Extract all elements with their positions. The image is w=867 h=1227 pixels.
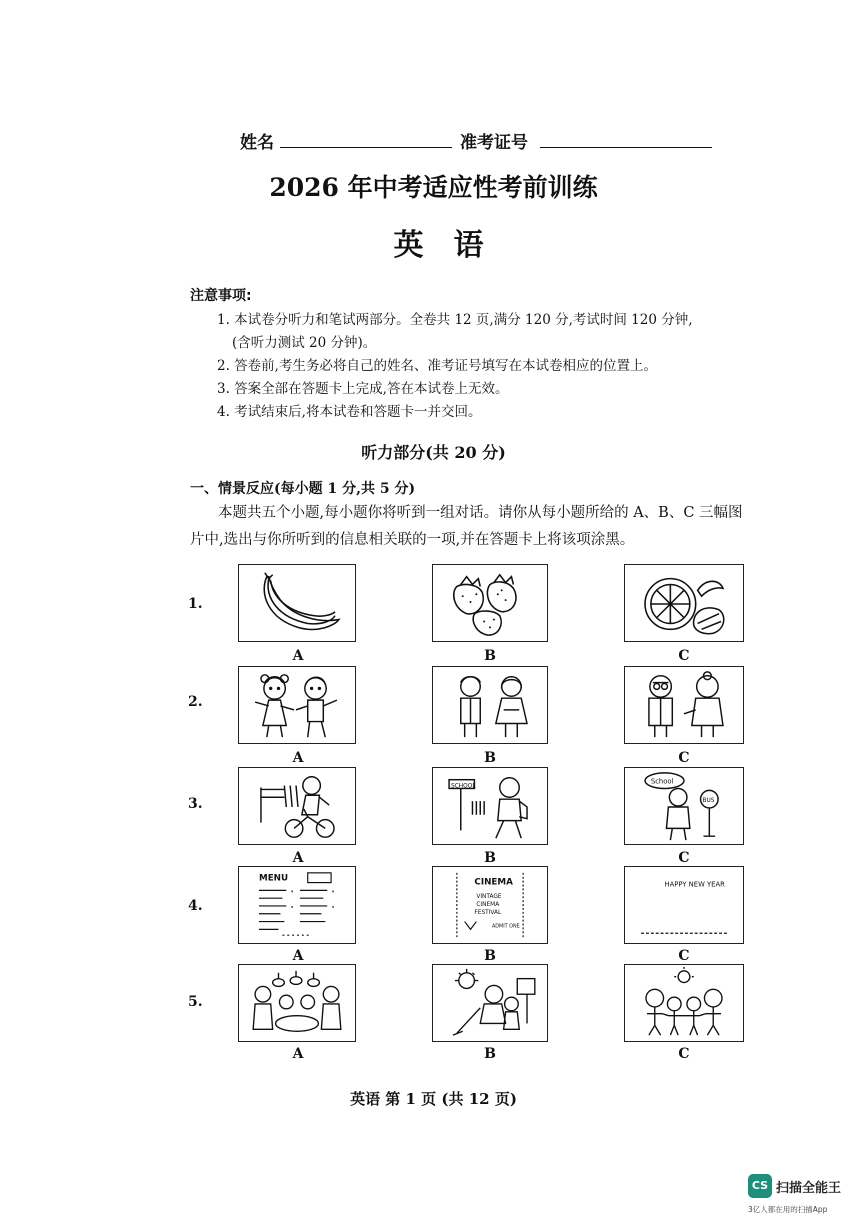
couple-picture <box>432 666 548 744</box>
strawberries-picture <box>432 564 548 642</box>
option-label: B <box>484 948 496 964</box>
option-label: B <box>484 850 496 866</box>
note-item: 4. 考试结束后,将本试卷和答题卡一并交回。 <box>217 404 482 420</box>
question-number: 5. <box>188 994 203 1010</box>
option-label: B <box>484 1046 496 1062</box>
option-label: A <box>292 948 304 964</box>
cinema-text: CINEMA <box>474 877 513 888</box>
question-number: 1. <box>188 596 203 612</box>
instructions-line2: 片中,选出与你所听到的信息相关联的一项,并在答题卡上将该项涂黑。 <box>190 532 635 548</box>
option-label: C <box>678 1046 690 1062</box>
school-sign-text: SCHOOL <box>451 783 476 790</box>
part1-title: 一、情景反应(每小题 1 分,共 5 分) <box>190 481 416 497</box>
notes-title: 注意事项: <box>190 288 252 304</box>
scanner-name: 扫描全能王 <box>776 1181 842 1196</box>
cinema-sub-text: CINEMA <box>476 901 500 908</box>
bananas-picture <box>238 564 356 642</box>
walk-to-school-picture <box>432 767 548 845</box>
option-label: A <box>292 1046 304 1062</box>
elderly-couple-picture <box>624 666 744 744</box>
bus-stop-picture <box>624 767 744 845</box>
scanner-watermark <box>748 1174 860 1222</box>
option-label: C <box>678 750 690 766</box>
exam-title: 2026 年中考适应性考前训练 <box>269 173 598 202</box>
listening-section-title: 听力部分(共 20 分) <box>361 443 506 462</box>
note-item: 2. 答卷前,考生务必将自己的姓名、准考证号填写在本试卷相应的位置上。 <box>217 358 657 374</box>
cinema-sub-text: FESTIVAL <box>474 909 502 916</box>
option-label: B <box>484 648 496 664</box>
name-label: 姓名 <box>240 133 274 153</box>
option-label: A <box>292 750 304 766</box>
question-number: 4. <box>188 898 203 914</box>
subject-title: 英语 <box>393 228 514 263</box>
page-footer: 英语 第 1 页 (共 12 页) <box>350 1090 517 1108</box>
option-label: C <box>678 948 690 964</box>
exam-id-label: 准考证号 <box>460 133 528 153</box>
question-number: 3. <box>188 796 203 812</box>
cs-logo-icon: CS <box>748 1174 772 1198</box>
question-number: 2. <box>188 694 203 710</box>
cinema-ticket-picture <box>432 866 548 944</box>
note-item: 3. 答案全部在答题卡上完成,答在本试卷上无效。 <box>217 381 509 397</box>
option-label: C <box>678 648 690 664</box>
speech-bubble-text: School <box>650 777 674 786</box>
family-dinner-picture <box>238 964 356 1042</box>
note-item: (含听力测试 20 分钟)。 <box>232 335 377 351</box>
instructions-line1: 本题共五个小题,每小题你将听到一组对话。请你从每小题所给的 A、B、C 三幅图 <box>218 505 743 521</box>
option-label: C <box>678 850 690 866</box>
bus-sign-text: BUS <box>702 798 715 805</box>
gardening-picture <box>432 964 548 1042</box>
menu-title-text: MENU <box>259 873 289 884</box>
happy-family-picture <box>624 964 744 1042</box>
scanner-tagline: 3亿人都在用的扫描App <box>748 1205 828 1214</box>
cinema-sub-text: VINTAGE <box>476 894 502 901</box>
new-year-card-picture <box>624 866 744 944</box>
note-item: 1. 本试卷分听力和笔试两部分。全卷共 12 页,满分 120 分,考试时间 120 分钟, <box>217 312 693 328</box>
exam-id-blank <box>540 147 712 148</box>
option-label: A <box>292 850 304 866</box>
option-label: B <box>484 750 496 766</box>
admit-text: ADMIT ONE <box>491 923 520 930</box>
card-text: HAPPY NEW YEAR <box>664 880 725 889</box>
option-label: A <box>292 648 304 664</box>
bike-to-school-picture <box>238 767 356 845</box>
children-picture <box>238 666 356 744</box>
orange-picture <box>624 564 744 642</box>
menu-picture <box>238 866 356 944</box>
name-blank <box>280 147 452 148</box>
